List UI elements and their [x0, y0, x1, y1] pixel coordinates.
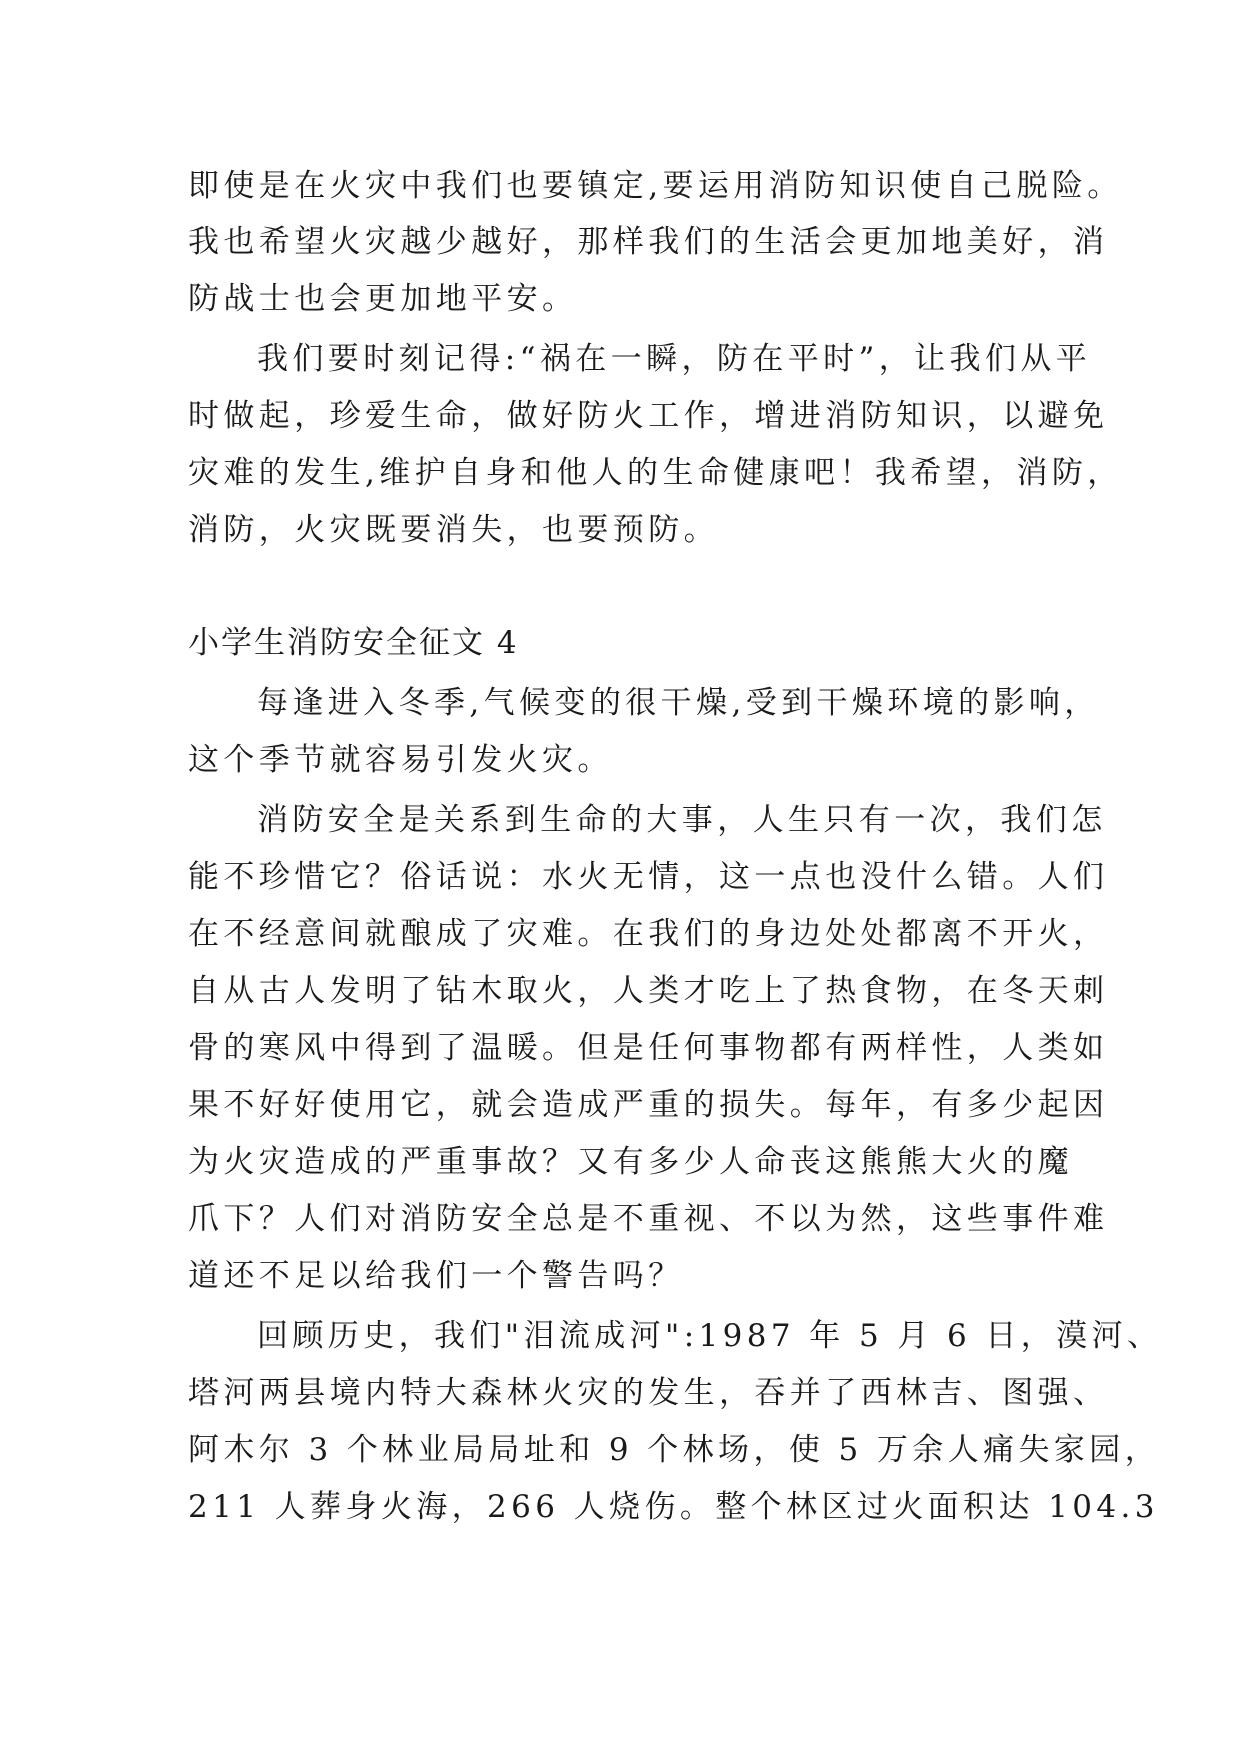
paragraph-line: 在不经意间就酿成了灾难。在我们的身边处处都离不开火， [188, 916, 1109, 952]
paragraph-line: 时做起，珍爱生命，做好防火工作，增进消防知识，以避免 [188, 398, 1109, 434]
paragraph-line: 消防，火灾既要消失，也要预防。 [188, 512, 719, 548]
paragraph-line: 消防安全是关系到生命的大事，人生只有一次，我们怎 [257, 802, 1107, 838]
paragraph-line: 回顾历史，我们"泪流成河":1987 年 5 月 6 日，漠河、 [257, 1318, 1163, 1354]
paragraph-line: 塔河两县境内特大森林火灾的发生，吞并了西林吉、图强、 [188, 1375, 1109, 1411]
paragraph-line: 我也希望火灾越少越好，那样我们的生活会更加地美好，消 [188, 224, 1109, 260]
paragraph-line: 211 人葬身火海，266 人烧伤。整个林区过火面积达 104.3 [188, 1489, 1159, 1525]
paragraph-line: 这个季节就容易引发火灾。 [188, 742, 613, 778]
paragraph-line: 果不好好使用它，就会造成严重的损失。每年，有多少起因 [188, 1087, 1109, 1123]
paragraph-line: 我们要时刻记得:“祸在一瞬，防在平时”，让我们从平 [257, 341, 1092, 377]
paragraph-line: 每逢进入冬季,气候变的很干燥,受到干燥环境的影响， [257, 685, 1100, 721]
paragraph-line: 道还不足以给我们一个警告吗？ [188, 1258, 684, 1294]
paragraph-line: 防战士也会更加地平安。 [188, 281, 578, 317]
paragraph-line: 即使是在火灾中我们也要镇定,要运用消防知识使自己脱险。 [188, 168, 1123, 204]
section-heading: 小学生消防安全征文 4 [188, 625, 519, 661]
paragraph-line: 骨的寒风中得到了温暖。但是任何事物都有两样性，人类如 [188, 1030, 1109, 1066]
paragraph-line: 能不珍惜它？俗话说：水火无情，这一点也没什么错。人们 [188, 859, 1109, 895]
paragraph-line: 为火灾造成的严重事故？又有多少人命丧这熊熊大火的魔 [188, 1144, 1073, 1180]
paragraph-line: 阿木尔 3 个林业局局址和 9 个林场，使 5 万余人痛失家园， [188, 1432, 1161, 1468]
paragraph-line: 自从古人发明了钻木取火，人类才吃上了热食物，在冬天刺 [188, 973, 1109, 1009]
paragraph-line: 灾难的发生,维护自身和他人的生命健康吧！我希望，消防， [188, 455, 1123, 491]
paragraph-line: 爪下？人们对消防安全总是不重视、不以为然，这些事件难 [188, 1201, 1109, 1237]
